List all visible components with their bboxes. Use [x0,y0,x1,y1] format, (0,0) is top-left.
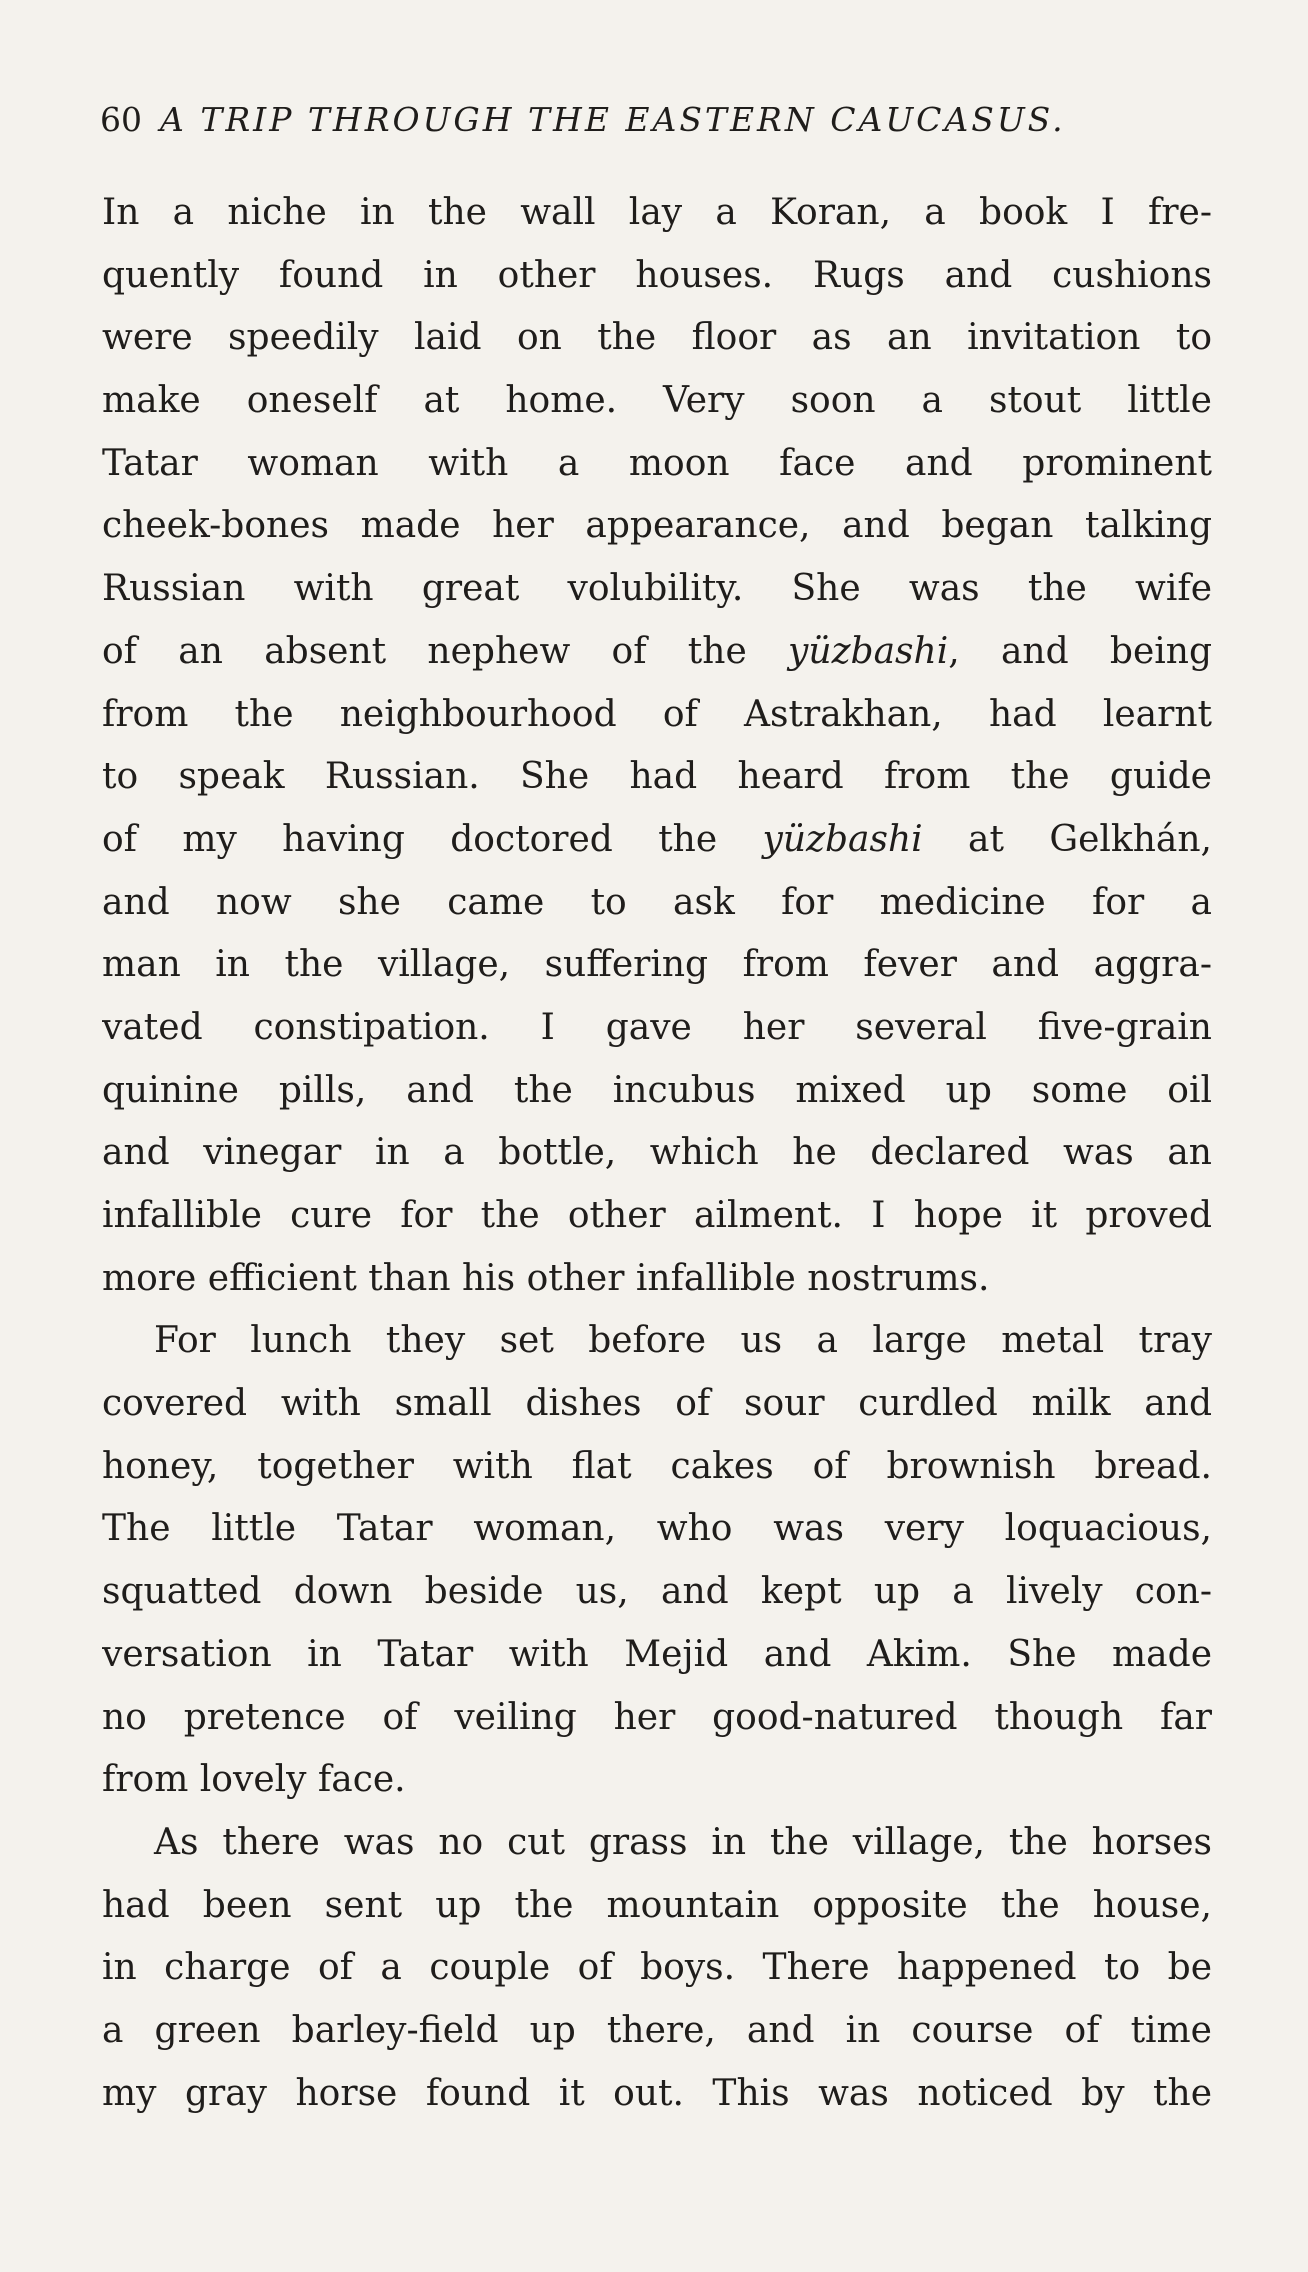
text-line: and now she came to ask for medicine for a [102,881,1212,923]
text-line: As there was no cut grass in the village, the horses [154,1821,1212,1863]
italic-term: yüzbashi [788,630,949,672]
text-line: In a niche in the wall lay a Koran, a book I fre- [102,192,1212,233]
text-line: my gray horse found it out. This was noticed by the [102,2072,1212,2114]
paragraph [102,1310,1212,1812]
text-segment: , and being [948,630,1212,672]
text-segment: of my having doctored the [102,818,763,860]
text-line [102,621,1212,684]
running-title: A TRIP THROUGH THE EASTERN CAUCASUS. [160,100,1066,139]
text-line: squatted down beside us, and kept up a lively con- [102,1571,1212,1613]
text-segment: at Gelkhán, [922,818,1212,860]
text-line: vated constipation. I gave her several five-grain [102,1006,1212,1048]
text-line: were speedily laid on the floor as an invitation to [102,317,1212,359]
text-line: from lovely face. [102,1759,406,1801]
text-line: infallible cure for the other ailment. I hope it proved [102,1195,1212,1236]
text-segment: of an absent nephew of the [102,630,789,672]
paragraph [102,182,1212,1310]
text-line: The little Tatar woman, who was very loquacious, [102,1508,1212,1550]
text-line: quinine pills, and the incubus mixed up some oil [102,1069,1212,1111]
text-line: a green barley-field up there, and in course of time [102,2009,1212,2051]
text-line: and vinegar in a bottle, which he declared was an [102,1132,1212,1174]
text-line: no pretence of veiling her good-natured though far [102,1696,1212,1738]
text-line: honey, together with flat cakes of brownish bread. [102,1445,1212,1487]
italic-term: yüzbashi [762,818,923,860]
text-line: to speak Russian. She had heard from the guide [102,756,1212,798]
text-line: had been sent up the mountain opposite the house, [102,1884,1212,1926]
text-line: in charge of a couple of boys. There happened to be [102,1947,1212,1989]
text-line: versation in Tatar with Mejid and Akim. She made [102,1633,1212,1675]
page-number: 60 [100,100,142,139]
paragraph [102,1812,1212,2125]
text-line [102,809,1212,872]
body-text [102,182,1212,2125]
text-line: quently found in other houses. Rugs and cushions [102,254,1212,296]
text-line: covered with small dishes of sour curdled milk and [102,1383,1212,1425]
text-line: Russian with great volubility. She was the wife [102,568,1212,610]
text-line: For lunch they set before us a large metal tray [154,1320,1212,1362]
text-line: more efficient than his other infallible nostrums. [102,1257,990,1299]
text-line: make oneself at home. Very soon a stout little [102,380,1212,422]
text-line: man in the village, suffering from fever and aggra- [102,944,1212,986]
text-line: Tatar woman with a moon face and prominent [102,442,1212,484]
text-line: cheek-bones made her appearance, and began talking [102,505,1212,547]
text-line: from the neighbourhood of Astrakhan, had learnt [102,693,1212,735]
running-head [100,98,1210,142]
